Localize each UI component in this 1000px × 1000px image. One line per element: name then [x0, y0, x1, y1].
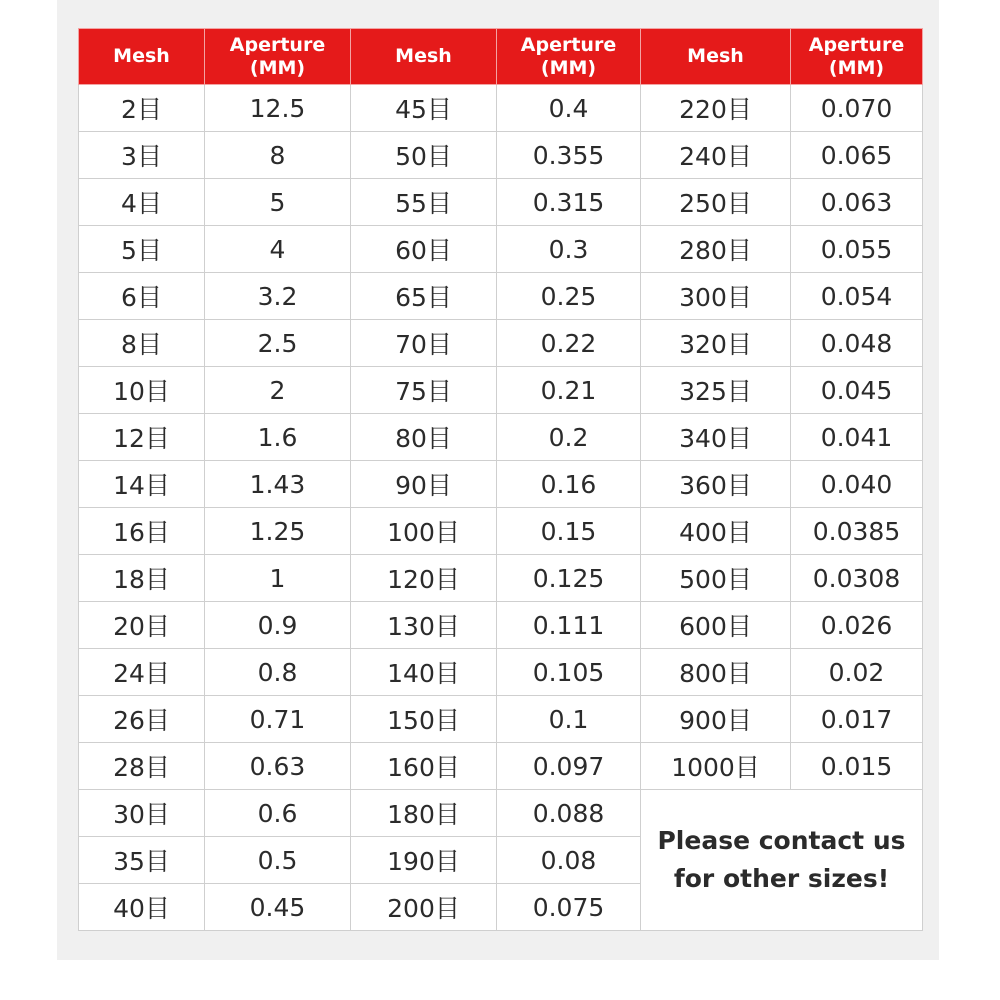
aperture-cell: 3.2 — [205, 273, 351, 320]
mesh-cell: 190目 — [351, 837, 497, 884]
aperture-cell: 1.25 — [205, 508, 351, 555]
aperture-cell: 0.111 — [497, 602, 641, 649]
aperture-cell: 0.45 — [205, 884, 351, 931]
aperture-cell: 0.315 — [497, 179, 641, 226]
aperture-cell: 0.070 — [791, 85, 923, 132]
aperture-cell: 0.25 — [497, 273, 641, 320]
table-row — [79, 273, 923, 320]
aperture-cell: 0.4 — [497, 85, 641, 132]
aperture-cell: 0.045 — [791, 367, 923, 414]
mesh-cell: 65目 — [351, 273, 497, 320]
aperture-cell: 5 — [205, 179, 351, 226]
aperture-cell: 0.063 — [791, 179, 923, 226]
table-row — [79, 696, 923, 743]
aperture-cell: 0.3 — [497, 226, 641, 273]
aperture-cell: 12.5 — [205, 85, 351, 132]
mesh-cell: 800目 — [641, 649, 791, 696]
mesh-cell: 60目 — [351, 226, 497, 273]
aperture-cell: 0.048 — [791, 320, 923, 367]
aperture-cell: 0.63 — [205, 743, 351, 790]
mesh-size-chart — [78, 28, 922, 931]
mesh-cell: 35目 — [79, 837, 205, 884]
aperture-cell: 1.6 — [205, 414, 351, 461]
aperture-cell: 0.15 — [497, 508, 641, 555]
mesh-cell: 10目 — [79, 367, 205, 414]
table-row — [79, 555, 923, 602]
aperture-cell: 0.125 — [497, 555, 641, 602]
aperture-cell: 0.21 — [497, 367, 641, 414]
aperture-cell: 2 — [205, 367, 351, 414]
mesh-cell: 20目 — [79, 602, 205, 649]
aperture-cell: 0.0385 — [791, 508, 923, 555]
aperture-cell: 0.02 — [791, 649, 923, 696]
table-row — [79, 602, 923, 649]
mesh-cell: 140目 — [351, 649, 497, 696]
header-mesh: Mesh — [351, 29, 497, 85]
aperture-cell: 0.065 — [791, 132, 923, 179]
mesh-cell: 130目 — [351, 602, 497, 649]
mesh-cell: 900目 — [641, 696, 791, 743]
aperture-cell: 0.075 — [497, 884, 641, 931]
table-row — [79, 179, 923, 226]
aperture-cell: 0.054 — [791, 273, 923, 320]
mesh-cell: 50目 — [351, 132, 497, 179]
mesh-cell: 100目 — [351, 508, 497, 555]
aperture-cell: 0.015 — [791, 743, 923, 790]
aperture-cell: 0.017 — [791, 696, 923, 743]
aperture-cell: 1.43 — [205, 461, 351, 508]
mesh-cell: 180目 — [351, 790, 497, 837]
mesh-cell: 160目 — [351, 743, 497, 790]
mesh-cell: 2目 — [79, 85, 205, 132]
aperture-cell: 0.088 — [497, 790, 641, 837]
table-row — [79, 320, 923, 367]
mesh-cell: 500目 — [641, 555, 791, 602]
mesh-cell: 1000目 — [641, 743, 791, 790]
mesh-cell: 26目 — [79, 696, 205, 743]
mesh-cell: 24目 — [79, 649, 205, 696]
header-aperture: Aperture (MM) — [497, 29, 641, 85]
aperture-cell: 0.6 — [205, 790, 351, 837]
mesh-cell: 75目 — [351, 367, 497, 414]
aperture-cell: 0.355 — [497, 132, 641, 179]
mesh-cell: 12目 — [79, 414, 205, 461]
header-mesh: Mesh — [79, 29, 205, 85]
table-row — [79, 414, 923, 461]
mesh-cell: 5目 — [79, 226, 205, 273]
table-row — [79, 743, 923, 790]
mesh-cell: 325目 — [641, 367, 791, 414]
contact-note — [641, 790, 923, 931]
mesh-cell: 240目 — [641, 132, 791, 179]
mesh-cell: 45目 — [351, 85, 497, 132]
table-row — [79, 132, 923, 179]
aperture-cell: 8 — [205, 132, 351, 179]
mesh-cell: 320目 — [641, 320, 791, 367]
aperture-cell: 0.22 — [497, 320, 641, 367]
aperture-cell: 1 — [205, 555, 351, 602]
table-row — [79, 508, 923, 555]
mesh-cell: 400目 — [641, 508, 791, 555]
aperture-cell: 0.9 — [205, 602, 351, 649]
mesh-cell: 340目 — [641, 414, 791, 461]
mesh-cell: 250目 — [641, 179, 791, 226]
aperture-cell: 2.5 — [205, 320, 351, 367]
aperture-cell: 0.0308 — [791, 555, 923, 602]
aperture-cell: 4 — [205, 226, 351, 273]
aperture-cell: 0.040 — [791, 461, 923, 508]
aperture-cell: 0.2 — [497, 414, 641, 461]
mesh-cell: 8目 — [79, 320, 205, 367]
table-row — [79, 226, 923, 273]
table-row — [79, 790, 923, 837]
mesh-cell: 90目 — [351, 461, 497, 508]
mesh-cell: 360目 — [641, 461, 791, 508]
table-row — [79, 461, 923, 508]
aperture-cell: 0.5 — [205, 837, 351, 884]
aperture-cell: 0.026 — [791, 602, 923, 649]
mesh-cell: 14目 — [79, 461, 205, 508]
aperture-cell: 0.055 — [791, 226, 923, 273]
mesh-cell: 220目 — [641, 85, 791, 132]
mesh-cell: 200目 — [351, 884, 497, 931]
mesh-cell: 80目 — [351, 414, 497, 461]
contact-note-text: Please contact us for other sizes! — [657, 826, 906, 893]
mesh-aperture-table — [78, 28, 923, 931]
aperture-cell: 0.8 — [205, 649, 351, 696]
aperture-cell: 0.041 — [791, 414, 923, 461]
aperture-cell: 0.1 — [497, 696, 641, 743]
mesh-cell: 150目 — [351, 696, 497, 743]
mesh-cell: 30目 — [79, 790, 205, 837]
mesh-cell: 55目 — [351, 179, 497, 226]
mesh-cell: 4目 — [79, 179, 205, 226]
aperture-cell: 0.097 — [497, 743, 641, 790]
mesh-cell: 70目 — [351, 320, 497, 367]
aperture-cell: 0.105 — [497, 649, 641, 696]
header-mesh: Mesh — [641, 29, 791, 85]
table-row — [79, 367, 923, 414]
header-aperture: Aperture (MM) — [205, 29, 351, 85]
aperture-cell: 0.71 — [205, 696, 351, 743]
mesh-cell: 28目 — [79, 743, 205, 790]
table-row — [79, 649, 923, 696]
mesh-cell: 3目 — [79, 132, 205, 179]
mesh-cell: 18目 — [79, 555, 205, 602]
mesh-cell: 40目 — [79, 884, 205, 931]
table-row — [79, 85, 923, 132]
mesh-cell: 120目 — [351, 555, 497, 602]
header-row — [79, 29, 923, 85]
aperture-cell: 0.08 — [497, 837, 641, 884]
mesh-cell: 600目 — [641, 602, 791, 649]
aperture-cell: 0.16 — [497, 461, 641, 508]
mesh-cell: 16目 — [79, 508, 205, 555]
mesh-cell: 300目 — [641, 273, 791, 320]
header-aperture: Aperture (MM) — [791, 29, 923, 85]
mesh-cell: 6目 — [79, 273, 205, 320]
mesh-cell: 280目 — [641, 226, 791, 273]
